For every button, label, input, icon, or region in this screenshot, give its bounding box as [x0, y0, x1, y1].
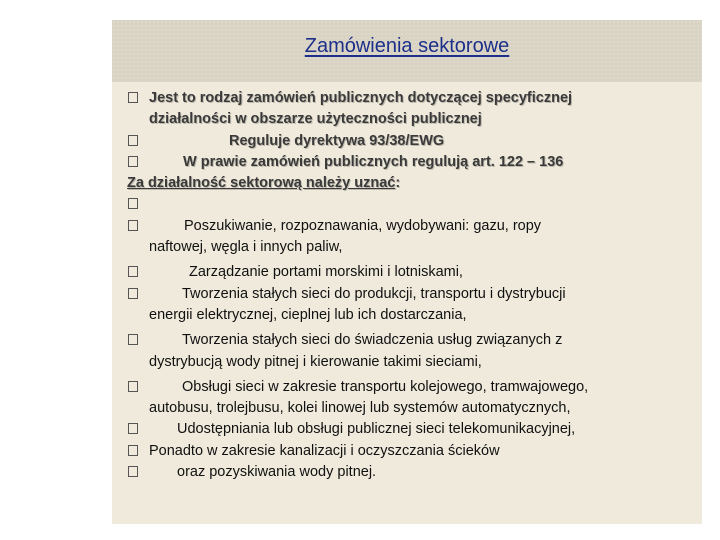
list-item-text: energii elektrycznej, cieplnej lub ich dostarczania,	[149, 306, 467, 323]
list-item-text: oraz pozyskiwania wody pitnej.	[177, 464, 377, 481]
list-item-text: Ponadto w zakresie kanalizacji i oczyszczania ścieków	[149, 442, 500, 459]
square-bullet-icon	[128, 220, 138, 231]
square-bullet-icon	[128, 381, 138, 392]
square-bullet-icon	[128, 445, 138, 456]
title-band	[112, 20, 702, 82]
list-item-text: dystrybucją wody pitnej i kierowanie takimi sieciami,	[149, 353, 482, 370]
list-item-text: Poszukiwanie, rozpoznawania, wydobywani: gazu, ropy	[184, 217, 542, 234]
list-item-text: Tworzenia stałych sieci do świadczenia usług związanych z	[182, 332, 563, 349]
square-bullet-icon	[128, 266, 138, 277]
list-item	[125, 330, 705, 373]
list-item	[125, 284, 705, 327]
section-heading-text: Za działalność sektorową należy uznać	[127, 175, 396, 192]
square-bullet-icon	[128, 198, 138, 209]
list-item-text: Reguluje dyrektywa 93/38/EWG	[229, 132, 445, 149]
list-item-text: Jest to rodzaj zamówień publicznych dotyczącej specyficznej	[149, 90, 573, 106]
list-item-text: W prawie zamówień publicznych regulują art. 122 – 136	[183, 153, 564, 170]
list-item	[125, 131, 705, 152]
square-bullet-icon	[128, 92, 138, 103]
list-item-text: naftowej, węgla i innych paliw,	[149, 239, 343, 256]
section-heading	[127, 173, 705, 194]
square-bullet-icon	[128, 156, 138, 167]
square-bullet-icon	[128, 423, 138, 434]
list-item-text: autobusu, trolejbusu, kolei linowej lub systemów automatycznych,	[149, 400, 571, 417]
list-item-text: Udostępniania lub obsługi publicznej sieci telekomunikacyjnej,	[177, 421, 576, 438]
square-bullet-icon	[128, 135, 138, 146]
list-item	[125, 152, 705, 173]
list-item-text: działalności w obszarze użyteczności publicznej	[149, 111, 482, 128]
section-heading-suffix: :	[395, 175, 401, 192]
square-bullet-icon	[128, 334, 138, 345]
list-item	[125, 194, 705, 215]
list-item	[125, 377, 705, 420]
list-item	[125, 216, 705, 259]
list-item	[125, 419, 705, 440]
square-bullet-icon	[128, 288, 138, 299]
slide-title: Zamówienia sektorowe	[304, 35, 510, 57]
list-item	[125, 88, 705, 131]
list-item	[125, 462, 705, 483]
list-item-text: Zarządzanie portami morskimi i lotniskami,	[189, 264, 463, 281]
list-item-text: Tworzenia stałych sieci do produkcji, transportu i dystrybucji	[182, 285, 566, 302]
square-bullet-icon	[128, 466, 138, 477]
bullet-list	[125, 88, 705, 483]
list-item-text	[149, 194, 705, 215]
list-item-text: Obsługi sieci w zakresie transportu kolejowego, tramwajowego,	[182, 378, 589, 395]
list-item	[125, 262, 705, 283]
list-item	[125, 441, 705, 462]
